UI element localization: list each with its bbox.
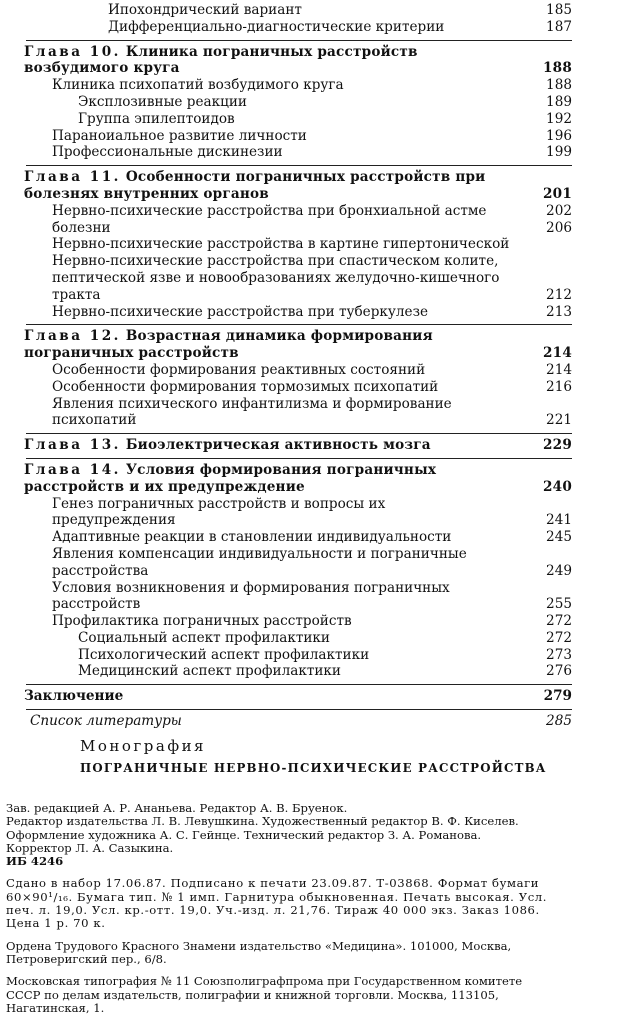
toc-page-number: 279 [543, 688, 572, 705]
toc-entry [24, 111, 572, 128]
credit-line: Корректор Л. А. Сазыкина. [6, 840, 174, 855]
toc-chapter [24, 462, 572, 496]
toc-entry-title: Ипохондрический вариант [108, 2, 302, 18]
chapter-title: Клиника пограничных расстройств возбудимого круга [24, 43, 418, 77]
toc-entry [24, 613, 572, 630]
toc-entry [24, 128, 572, 145]
toc-entry-title [24, 328, 572, 362]
toc-page-number: 249 [546, 562, 572, 579]
toc-entry-title [24, 169, 572, 203]
toc-page-number: 188 [543, 60, 572, 77]
toc-page-number: 199 [546, 144, 572, 161]
toc-entry [24, 580, 572, 614]
toc-entry-title [24, 44, 572, 78]
toc-entry [24, 253, 572, 303]
printer-line: СССР по делам издательств, полиграфии и книжной торговли. Москва, 113105, [6, 987, 499, 1002]
toc-entry [24, 77, 572, 94]
toc-entry-title: Список литературы [30, 713, 182, 730]
toc-page-number: 216 [546, 378, 572, 395]
toc-entry-title: Условия возникновения и формирования пограничных расстройств [52, 579, 450, 613]
toc-entry [24, 203, 572, 220]
toc-entry-title: Профессиональные дискинезии [52, 144, 283, 161]
toc-entry [24, 396, 572, 430]
toc-entry [24, 144, 572, 161]
chapter-label: Глава 11. [24, 169, 121, 186]
toc-entry-title: Нервно-психические расстройства при бронхиальной астме [52, 202, 487, 219]
toc-entry-title: Заключение [24, 688, 124, 705]
section-divider [26, 433, 572, 434]
toc-entry [24, 236, 572, 253]
chapter-label: Глава 10. [24, 43, 121, 60]
toc-entry-title: Группа эпилептоидов [78, 110, 235, 127]
toc-page-number: 255 [546, 596, 572, 613]
toc-page-number: 189 [546, 93, 572, 110]
print-info-line: Цена 1 р. 70 к. [6, 916, 106, 931]
toc-chapter [24, 437, 572, 454]
toc-entry [24, 647, 572, 664]
table-of-contents [24, 2, 572, 730]
section-divider [26, 165, 572, 166]
toc-page-number: 285 [546, 713, 572, 730]
toc-page-number: 214 [543, 345, 572, 362]
toc-page-number: 196 [546, 127, 572, 144]
toc-page-number: 212 [546, 286, 572, 303]
toc-entry [24, 19, 572, 36]
toc-entry-title: Психологический аспект профилактики [78, 646, 370, 663]
toc-page-number: 192 [546, 110, 572, 127]
monograph-label: Монография [80, 737, 207, 755]
toc-entry [24, 379, 572, 396]
section-divider [26, 684, 572, 685]
toc-page-number: 241 [546, 512, 572, 529]
book-title: ПОГРАНИЧНЫЕ НЕРВНО-ПСИХИЧЕСКИЕ РАССТРОЙСТВА [80, 761, 547, 775]
toc-chapter [24, 44, 572, 78]
toc-entry [24, 496, 572, 530]
print-info-line: Сдано в набор 17.06.87. Подписано к печати 23.09.87. Т-03868. Формат бумаги [6, 876, 540, 891]
chapter-title: Возрастная динамика формирования пограничных расстройств [24, 328, 433, 362]
section-divider [26, 324, 572, 325]
toc-entry-title: Нервно-психические расстройства при спастическом колите, пептической язве и новообразованиях желудочно-кишечного тракта [52, 253, 500, 303]
credit-line: Оформление художника А. С. Гейнце. Технический редактор З. А. Романова. [6, 827, 482, 842]
toc-entry [24, 304, 572, 321]
credit-line: Зав. редакцией А. Р. Ананьева. Редактор А. В. Бруенок. [6, 801, 348, 815]
toc-entry [24, 663, 572, 680]
chapter-label: Глава 12. [24, 328, 121, 345]
printer-line: Московская типография № 11 Союзполиграфпрома при Государственном комитете [6, 974, 523, 989]
toc-entry [24, 688, 572, 705]
toc-page-number: 206 [546, 219, 572, 236]
toc-entry-title: Явления психического инфантилизма и формирование психопатий [52, 395, 452, 429]
section-divider [26, 40, 572, 41]
toc-chapter [24, 169, 572, 203]
toc-entry-title: Дифференциально-диагностические критерии [108, 18, 445, 35]
toc-entry-title: болезни [52, 219, 111, 236]
toc-page-number: 240 [543, 478, 572, 495]
toc-page-number: 245 [546, 529, 572, 546]
printer-line: Нагатинская, 1. [6, 1000, 105, 1015]
toc-page-number: 229 [543, 437, 572, 454]
toc-page-number: 272 [546, 629, 572, 646]
publisher-info [6, 940, 612, 967]
toc-entry [24, 362, 572, 379]
toc-entry-title: Параноиальное развитие личности [52, 127, 307, 144]
toc-page-number: 188 [546, 77, 572, 94]
toc-page-number: 213 [546, 303, 572, 320]
publisher-line: Петроверигский пер., 6/8. [6, 951, 167, 966]
toc-entry-title: Особенности формирования реактивных состояний [52, 361, 426, 378]
toc-entry-title: Профилактика пограничных расстройств [52, 613, 352, 630]
section-divider [26, 458, 572, 459]
toc-entry-title: Клиника психопатий возбудимого круга [52, 77, 344, 94]
publisher-line: Ордена Трудового Красного Знамени издательство «Медицина». 101000, Москва, [6, 938, 512, 953]
chapter-title: Условия формирования пограничных расстройств и их предупреждение [24, 461, 437, 495]
chapter-title: Биоэлектрическая активность мозга [125, 437, 431, 454]
editorial-credits [6, 802, 612, 868]
toc-page-number: 201 [543, 185, 572, 202]
chapter-label: Глава 13. [24, 437, 121, 454]
toc-page-number: 221 [546, 412, 572, 429]
toc-entry-title: Нервно-психические расстройства в картине гипертонической [52, 236, 510, 253]
toc-page-number: 272 [546, 613, 572, 630]
toc-page-number: 185 [546, 2, 572, 18]
toc-entry-title: Особенности формирования тормозимых психопатий [52, 378, 439, 395]
toc-entry-title: Эксплозивные реакции [78, 93, 247, 110]
toc-page-number: 276 [546, 663, 572, 680]
toc-chapter [24, 328, 572, 362]
credits-block [6, 802, 612, 1024]
chapter-label: Глава 14. [24, 461, 121, 478]
toc-page-number: 214 [546, 361, 572, 378]
toc-entry-title: Явления компенсации индивидуальности и пограничные расстройства [52, 545, 467, 579]
toc-entry-title [24, 437, 572, 454]
toc-entry-title: Нервно-психические расстройства при туберкулезе [52, 303, 429, 320]
toc-entry-title: Медицинский аспект профилактики [78, 663, 341, 680]
ib-number: ИБ 4246 [6, 854, 64, 869]
toc-entry [24, 630, 572, 647]
toc-page-number: 273 [546, 646, 572, 663]
print-info-line: 60×90¹/₁₆. Бумага тип. № 1 имп. Гарнитура обыкновенная. Печать высокая. Усл. [6, 889, 548, 904]
section-divider [26, 709, 572, 710]
print-info-line: печ. л. 19,0. Усл. кр.-отт. 19,0. Уч.-изд. л. 21,76. Тираж 40 000 экз. Заказ 1086. [6, 903, 540, 918]
toc-entry [24, 94, 572, 111]
toc-entry [24, 713, 572, 730]
print-info [6, 877, 612, 930]
chapter-title: Особенности пограничных расстройств при болезнях внутренних органов [24, 169, 486, 202]
toc-entry-title: Генез пограничных расстройств и вопросы их предупреждения [52, 495, 386, 529]
toc-entry [24, 546, 572, 580]
toc-page-number: 202 [546, 202, 572, 219]
credit-line: Редактор издательства Л. В. Левушкина. Художественный редактор В. Ф. Киселев. [6, 814, 519, 829]
printer-info [6, 975, 612, 1015]
toc-entry [24, 529, 572, 546]
toc-entry-title [24, 462, 572, 496]
colophon [0, 736, 620, 1015]
toc-entry [24, 220, 572, 237]
toc-entry-title: Социальный аспект профилактики [78, 629, 330, 646]
toc-page-number: 187 [546, 18, 572, 35]
toc-entry-title: Адаптивные реакции в становлении индивидуальности [52, 529, 452, 546]
toc-entry [24, 2, 572, 19]
